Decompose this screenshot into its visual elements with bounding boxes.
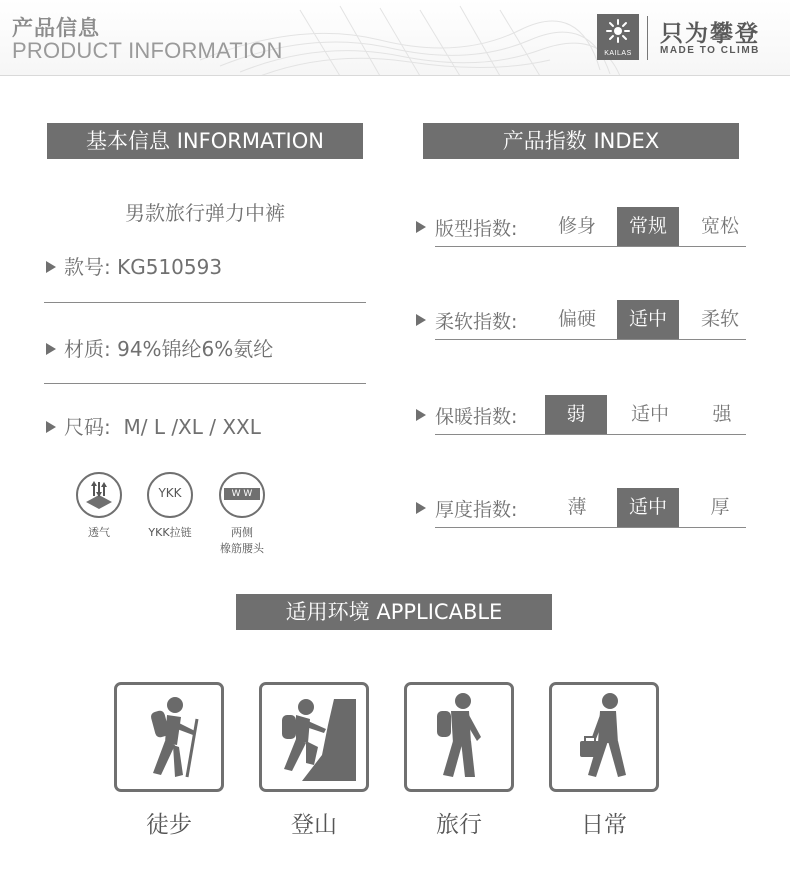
divider	[44, 383, 366, 384]
logo-wordmark: KAILAS	[604, 50, 632, 57]
index-label: 柔软指数:	[435, 311, 518, 333]
index-label: 版型指数:	[435, 218, 518, 240]
triangle-right-icon	[416, 502, 426, 514]
product-name: 男款旅行弹力中裤	[125, 201, 285, 225]
header-title-en: PRODUCT INFORMATION	[12, 38, 283, 63]
logo-divider	[647, 16, 648, 60]
travel-icon	[404, 682, 514, 792]
index-option: 修身	[557, 215, 596, 237]
applicable-travel	[403, 682, 515, 839]
index-underline	[435, 246, 746, 247]
applicable-label: 徒步	[146, 812, 192, 838]
index-underline	[435, 527, 746, 528]
index-row-thickness	[416, 488, 746, 528]
info-label: 材质	[64, 337, 104, 361]
header-title-cn: 产品信息	[12, 16, 100, 40]
info-row-model	[46, 251, 222, 280]
ykk-icon: YKK	[147, 472, 193, 518]
index-option: 宽松	[700, 215, 739, 237]
applicable-daily	[548, 682, 660, 839]
feature-ykk	[142, 472, 198, 540]
feature-label-line2: 橡筋腰头	[220, 542, 264, 555]
feature-label-line1: 两侧	[231, 526, 253, 539]
index-option-selected: 弱	[545, 395, 607, 434]
info-value: M/ L /XL / XXL	[123, 415, 261, 439]
info-section-title: 基本信息 INFORMATION	[47, 123, 363, 159]
applicable-climbing	[258, 682, 370, 839]
index-option: 厚	[710, 496, 730, 518]
feature-label: 透气	[88, 526, 110, 539]
index-underline	[435, 339, 746, 340]
applicable-label: 旅行	[436, 812, 482, 838]
info-separator: :	[104, 337, 111, 361]
breathable-icon	[76, 472, 122, 518]
info-label: 尺码	[64, 415, 104, 439]
slogan-cn: 只为攀登	[660, 21, 760, 47]
triangle-right-icon	[46, 421, 56, 433]
applicable-section-title: 适用环境 APPLICABLE	[236, 594, 552, 630]
index-option-selected: 适中	[617, 488, 679, 527]
index-row-softness	[416, 300, 746, 340]
feature-breathable	[73, 472, 125, 540]
index-option: 薄	[567, 496, 587, 518]
index-option: 适中	[630, 403, 669, 425]
info-separator: :	[104, 255, 111, 279]
kailas-logo	[597, 14, 639, 60]
info-label: 款号	[64, 255, 104, 279]
info-separator: :	[104, 415, 111, 439]
index-row-warmth	[416, 395, 746, 435]
climbing-icon	[259, 682, 369, 792]
slogan-en: MADE TO CLIMB	[660, 45, 760, 56]
elastic-waist-icon: W W	[219, 472, 265, 518]
sun-icon	[597, 14, 639, 48]
feature-elastic-waist	[212, 472, 272, 556]
index-option: 强	[712, 403, 732, 425]
triangle-right-icon	[46, 261, 56, 273]
info-value: 94%锦纶6%氨纶	[117, 337, 274, 361]
triangle-right-icon	[416, 409, 426, 421]
hiking-icon	[114, 682, 224, 792]
divider	[44, 302, 366, 303]
index-row-fit	[416, 207, 746, 247]
applicable-label: 日常	[581, 812, 627, 838]
index-option-selected: 常规	[617, 207, 679, 246]
index-section-title: 产品指数 INDEX	[423, 123, 739, 159]
applicable-label: 登山	[291, 812, 337, 838]
page-header	[0, 0, 790, 76]
index-underline	[435, 434, 746, 435]
index-label: 厚度指数:	[435, 499, 518, 521]
index-option-selected: 适中	[617, 300, 679, 339]
index-option: 柔软	[700, 308, 739, 330]
feature-label: YKK拉链	[148, 526, 192, 539]
triangle-right-icon	[416, 221, 426, 233]
info-row-size	[46, 411, 261, 440]
index-label: 保暖指数:	[435, 406, 518, 428]
info-row-material	[46, 333, 273, 362]
daily-icon	[549, 682, 659, 792]
applicable-hiking	[113, 682, 225, 839]
index-option: 偏硬	[557, 308, 596, 330]
triangle-right-icon	[46, 343, 56, 355]
triangle-right-icon	[416, 314, 426, 326]
info-value: KG510593	[117, 255, 223, 279]
